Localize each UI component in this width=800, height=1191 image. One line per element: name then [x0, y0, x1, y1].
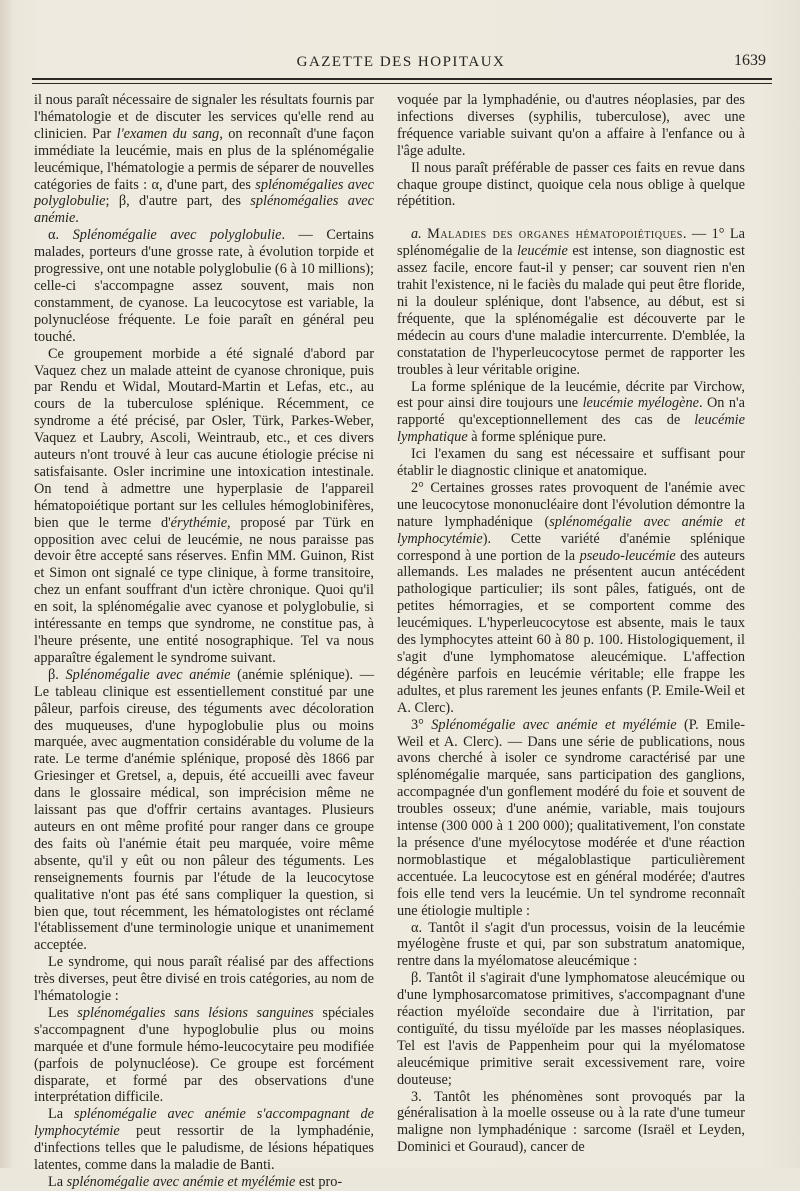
- header-rule-thin: [32, 83, 772, 84]
- paragraph: 3° Splénomégalie avec anémie et myélémie (P. Emile-Weil et A. Clerc). — Dans une série de publications, nous avons cherché à isoler ce syndrome caractérisé par une splénomégalie marquée, sans participation des ganglions, accompagnée d'un gonflement modéré du foie et souvent de troubles osseux; d'une anémie, variable, mais toujours intense (300 000 à 1 200 000); qualitativement, l'on constate la présence d'une myélocytose modérée et d'une réaction normoblastique et mégaloblastique particulièrement accentuée. La leucocytose est en général modérée; d'autres fois elle tend vers la leucémie. Un tel syndrome reconnaît une étiologie multiple :: [397, 716, 745, 919]
- paragraph: La forme splénique de la leucémie, décrite par Virchow, est pour ainsi dire toujours une leucémie myélogène. On n'a rapporté qu'exceptionnellement des cas de leucémie lymphatique à forme splénique pure.: [397, 378, 745, 446]
- paragraph: 3. Tantôt les phénomènes sont provoqués par la généralisation à la moelle osseuse ou à la rate d'une tumeur maligne non lymphadénique : sarcome (Israël et Leyden, Dominici et Gouraud), cancer de: [397, 1088, 745, 1156]
- section-heading-paragraph: a. Maladies des organes hématopoiétiques. — 1° La splénomégalie de la leucémie est intense, son diagnostic est assez facile, encore faut-il y penser; car souvent rien n'en trahit l'existence, ni le faciès du malade qui peut être floride, ni la douleur splénique, dont l'absence, au début, est si fréquente, que la splénomégalie est découverte par le médecin au cours d'une maladie intercurrente. D'emblée, la constatation de l'hyperleucocytose permet de rapporter les troubles à leur véritable origine.: [397, 226, 745, 378]
- header-rule-thick: [32, 78, 772, 80]
- paragraph: β. Splénomégalie avec anémie (anémie splénique). — Le tableau clinique est essentiellement constitué par une pâleur, parfois cireuse, des téguments avec décoloration des muqueuses, d'une hypoglobulie plus ou moins marquée, avec augmentation considérable du volume de la rate. Le terme d'anémie splénique, proposé dès 1866 par Griesinger et Gretsel, a, depuis, été accueilli avec faveur dans le glossaire médical, son imprécision même ne laissant pas que d'offrir certains avantages. Plusieurs auteurs en ont même profité pour ranger dans ce groupe des faits où l'anémie était peu marquée, voire même absente, qu'il y eût ou non pâleur des téguments. Les renseignements fournis par l'étude de la leucocytose qualitative n'ont pas été sans compliquer la question, si bien que, tout récemment, les hématologistes ont réclamé l'établissement d'une terminologie unique et unanimement acceptée.: [34, 666, 374, 954]
- paragraph: α. Splénomégalie avec polyglobulie. — Certains malades, porteurs d'une grosse rate, à évolution torpide et progressive, ont une notable polyglobulie (6 à 10 millions); celle-ci s'accompagne assez souvent, mais non constamment, de cyanose. La leucocytose est variable, la polynucléose fréquente. Le foie paraît en général peu touché.: [34, 227, 374, 345]
- paragraph: Ici l'examen du sang est nécessaire et suffisant pour établir le diagnostic clinique et anatomique.: [397, 446, 745, 480]
- paragraph: 2° Certaines grosses rates provoquent de l'anémie avec une leucocytose mononucléaire dont l'évolution démontre la nature lymphadénique (splénomégalie avec anémie et lymphocytémie). Cette variété d'anémie splénique correspond à une portion de la pseudo-leucémie des auteurs allemands. Les malades ne présentent aucun antécédent pathologique particulier; ils sont pâles, fatigués, ont de petites hémorragies, et se comportent comme des leucémiques. L'hyperleucocytose est absente, mais le taux des lymphocytes atteint 60 à 80 p. 100. Histologiquement, il s'agit d'une lymphomatose aleucémique. L'affection dégénère parfois en leucémie véritable; elle frappe les adultes, et plus rarement les jeunes enfants (P. Emile-Weil et A. Clerc).: [397, 479, 745, 716]
- right-column: [397, 92, 745, 1156]
- paragraph: β. Tantôt il s'agirait d'une lymphomatose aleucémique ou d'une lymphosarcomatose primitives, s'accompagnant d'une réaction myéloïde secondaire due à l'irritation, par contiguïté, du tissu myéloïde par les masses néoplasiques. Tel est l'avis de Pappenheim pour qui la myélomatose aleucémique primitive serait excessivement rare, voire douteuse;: [397, 970, 745, 1088]
- paragraph: Il nous paraît préférable de passer ces faits en revue dans chaque groupe distinct, quoique cela nous oblige à quelque répétition.: [397, 159, 745, 210]
- paragraph: il nous paraît nécessaire de signaler les résultats fournis par l'hématologie et de discuter les services qu'elle rend au clinicien. Par l'examen du sang, on reconnaît d'une façon immédiate la leucémie, mais en plus de la splénomégalie leucémique, l'hématologie a permis de séparer de nouvelles catégories de faits : α, d'une part, des splénomégalies avec polyglobulie; β, d'autre part, des splénomégalies avec anémie.: [34, 92, 375, 227]
- page-header: [36, 50, 766, 74]
- paragraph: La splénomégalie avec anémie et myélémie est pro-: [48, 1174, 343, 1190]
- paragraph: α. Tantôt il s'agit d'un processus, voisin de la leucémie myélogène fruste et qui, par son substratum anatomique, rentre dans la myélomatose aleucémique :: [397, 919, 745, 970]
- paragraph: Les splénomégalies sans lésions sanguines spéciales s'accompagnent d'une hypoglobulie plus ou moins marquée et d'une formule hémo-leucocytaire peu modifiée (parfois de polynucléose). Ce groupe est forcément disparate, et formé par des observations d'une interprétation difficile.: [34, 1004, 374, 1106]
- paragraph: Le syndrome, qui nous paraît réalisé par des affections très diverses, peut être divisé en trois catégories, au nom de l'hématologie :: [34, 954, 374, 1005]
- paragraph: Ce groupement morbide a été signalé d'abord par Vaquez chez un malade atteint de cyanose chronique, puis par Rendu et Widal, Moutard-Martin et Lefas, etc., au cours de la tuberculose splénique. Récemment, ce syndrome a été précisé, par Osler, Türk, Parkes-Weber, Vaquez et Laubry, Ascoli, Weintraub, etc., et ces divers auteurs n'ont trouvé à leur cas aucune étiologie précise ni satisfaisante. Osler incrimine une intoxication intestinale. On tend à admettre une hyperplasie de l'appareil hématopoiétique portant sur les cellules hémoglobinifères, bien que le terme d'érythémie, proposé par Türk en opposition avec celui de leucémie, ne nous paraisse pas devoir être accepté sans réserves. Enfin MM. Guinon, Rist et Simon ont signalé ce type clinique, à forme transitoire, chez un enfant souffrant d'un ictère chronique. Quoi qu'il en soit, la splénomégalie avec cyanose et polyglobulie, si intéressante en temps que syndrome, ne constitue pas, à l'heure présente, une entité nosographique. Tel va nous apparaître également le syndrome suivant.: [34, 345, 374, 666]
- paragraph: voquée par la lymphadénie, ou d'autres néoplasies, par des infections diverses (syphilis, tuberculose), avec une fréquence variable suivant qu'on a affaire à l'enfance ou à l'âge adulte.: [397, 92, 745, 159]
- paragraph: La splénomégalie avec anémie s'accompagnant de lymphocytémie peut ressortir de la lymphadénie, d'infections telles que le paludisme, de lésions hépatiques latentes, comme dans la maladie de Banti.: [34, 1106, 374, 1174]
- page-number: 1639: [734, 52, 766, 69]
- left-column: [34, 92, 374, 1191]
- journal-title: GAZETTE DES HOPITAUX: [296, 54, 506, 70]
